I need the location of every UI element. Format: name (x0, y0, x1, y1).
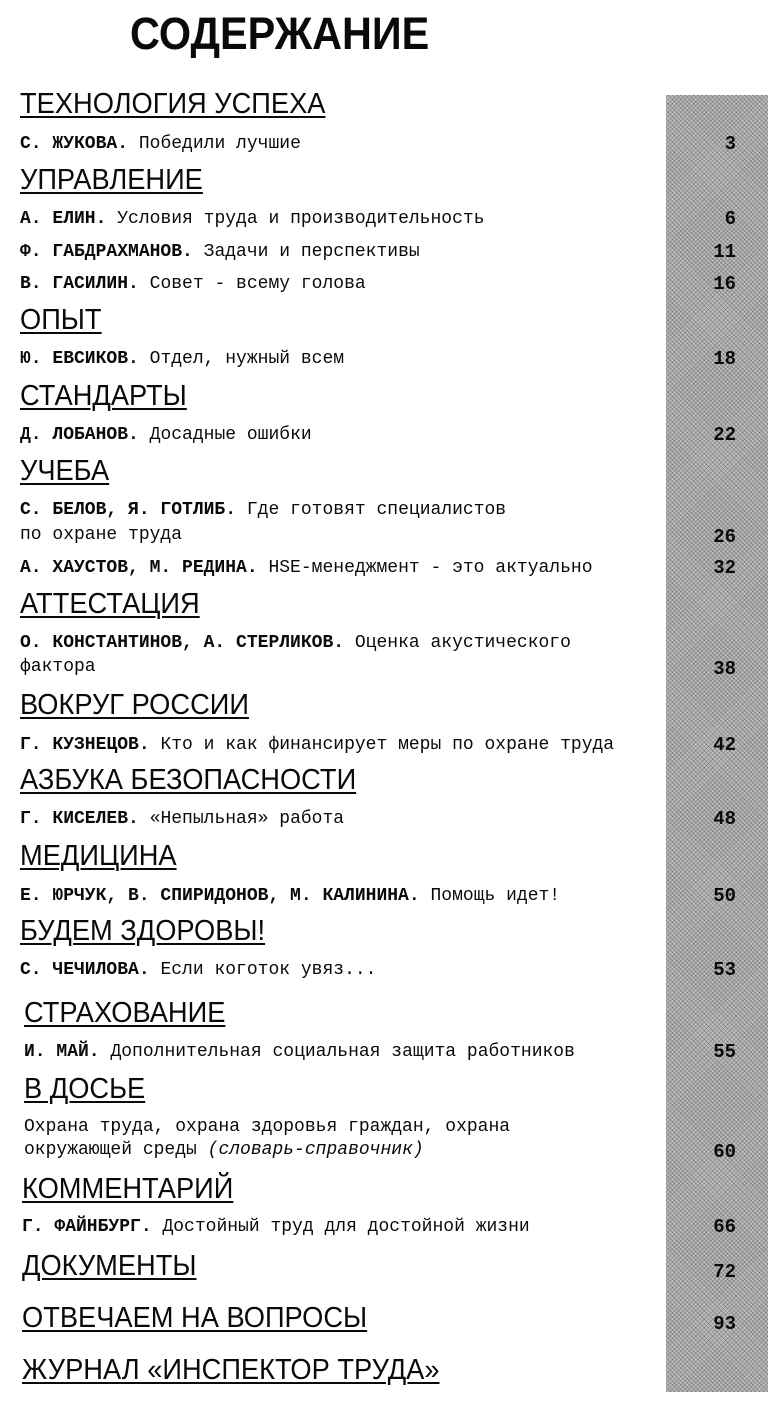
entry-author: Г. КИСЕЛЕВ. (20, 809, 139, 829)
entry-page-number: 38 (713, 658, 736, 680)
entry-author: Ю. ЕВСИКОВ. (20, 349, 139, 369)
entry-page-number: 48 (713, 808, 736, 830)
section-heading-standards: СТАНДАРТЫ (20, 380, 187, 412)
entry-title: HSE-менеджмент - это актуально (268, 558, 593, 578)
toc-entry (20, 959, 376, 981)
toc-entry (20, 632, 571, 654)
section-heading-dossier: В ДОСЬЕ (24, 1073, 146, 1105)
entry-page-number: 32 (713, 557, 736, 579)
entry-page-number: 26 (713, 526, 736, 548)
entry-author: Г. КУЗНЕЦОВ. (20, 735, 150, 755)
entry-page-number: 66 (713, 1216, 736, 1238)
toc-entry (20, 273, 366, 295)
toc-entry (22, 1216, 530, 1238)
entry-title: Отдел, нужный всем (149, 349, 345, 369)
section-heading-education: УЧЕБА (20, 455, 110, 487)
toc-entry (20, 734, 614, 756)
toc-entry: Охрана труда, охрана здоровья граждан, охрана (24, 1117, 511, 1137)
entry-title: «Непыльная» работа (149, 809, 345, 829)
toc-entry (24, 1041, 575, 1063)
section-page-number: 72 (713, 1261, 736, 1283)
entry-title: Достойный труд для достойной жизни (162, 1217, 530, 1237)
entry-title: Оценка акустического (354, 633, 571, 653)
toc-entry (20, 557, 593, 579)
section-heading-be-healthy: БУДЕМ ЗДОРОВЫ! (20, 915, 266, 947)
entry-page-number: 6 (724, 208, 736, 230)
section-heading-management: УПРАВЛЕНИЕ (20, 164, 203, 196)
entry-note: (словарь-справочник) (207, 1140, 424, 1160)
entry-author: А. ЕЛИН. (20, 209, 107, 229)
section-heading-commentary: КОММЕНТАРИЙ (22, 1173, 234, 1205)
section-heading-journal: ЖУРНАЛ «ИНСПЕКТОР ТРУДА» (22, 1354, 440, 1386)
entry-page-number: 22 (713, 424, 736, 446)
entry-page-number: 42 (713, 734, 736, 756)
entry-page-number: 16 (713, 273, 736, 295)
entry-author: Д. ЛОБАНОВ. (20, 425, 139, 445)
entry-title: Совет - всему голова (149, 274, 366, 294)
section-page-number: 93 (713, 1313, 736, 1335)
entry-title: Помощь идет! (430, 886, 561, 906)
entry-title: Где готовят специалистов (246, 500, 507, 520)
section-heading-technology-of-success: ТЕХНОЛОГИЯ УСПЕХА (20, 88, 326, 120)
section-heading-medicine: МЕДИЦИНА (20, 840, 177, 872)
entry-title: Если коготок увяз... (160, 960, 377, 980)
entry-author: Ф. ГАБДРАХМАНОВ. (20, 242, 193, 262)
entry-title: Дополнительная социальная защита работников (110, 1042, 575, 1062)
section-heading-around-russia: ВОКРУГ РОССИИ (20, 689, 249, 721)
page-title: СОДЕРЖАНИЕ (130, 8, 430, 59)
toc-entry-continuation: по охране труда (20, 525, 183, 545)
toc-entry (20, 424, 312, 446)
toc-entry-continuation: фактора (20, 657, 96, 677)
entry-author: Г. ФАЙНБУРГ. (22, 1217, 152, 1237)
toc-entry (20, 133, 301, 155)
toc-entry-continuation (24, 1139, 424, 1161)
toc-entry (20, 348, 344, 370)
section-heading-answers: ОТВЕЧАЕМ НА ВОПРОСЫ (22, 1302, 368, 1334)
entry-author: С. БЕЛОВ, Я. ГОТЛИБ. (20, 500, 237, 520)
toc-entry (20, 885, 560, 907)
section-heading-certification: АТТЕСТАЦИЯ (20, 588, 200, 620)
entry-page-number: 55 (713, 1041, 736, 1063)
entry-title: Условия труда и производительность (117, 209, 485, 229)
entry-page-number: 60 (713, 1141, 736, 1163)
entry-title: Досадные ошибки (149, 425, 312, 445)
entry-author: С. ЖУКОВА. (20, 134, 129, 154)
entry-author: И. МАЙ. (24, 1042, 100, 1062)
entry-page-number: 18 (713, 348, 736, 370)
entry-author: Е. ЮРЧУК, В. СПИРИДОНОВ, М. КАЛИНИНА. (20, 886, 420, 906)
entry-page-number: 50 (713, 885, 736, 907)
entry-title: окружающей среды (24, 1140, 197, 1160)
toc-entry (20, 208, 485, 230)
entry-page-number: 53 (713, 959, 736, 981)
toc-entry (20, 808, 344, 830)
entry-author: А. ХАУСТОВ, М. РЕДИНА. (20, 558, 258, 578)
entry-title: Кто и как финансирует меры по охране труда (160, 735, 615, 755)
toc-entry (20, 241, 420, 263)
section-heading-documents: ДОКУМЕНТЫ (22, 1250, 197, 1282)
section-heading-safety-basics: АЗБУКА БЕЗОПАСНОСТИ (20, 764, 357, 796)
entry-title: Задачи и перспективы (203, 242, 420, 262)
entry-author: С. ЧЕЧИЛОВА. (20, 960, 150, 980)
entry-author: О. КОНСТАНТИНОВ, А. СТЕРЛИКОВ. (20, 633, 345, 653)
entry-title: Победили лучшие (138, 134, 301, 154)
toc-entry (20, 499, 506, 521)
entry-author: В. ГАСИЛИН. (20, 274, 139, 294)
section-heading-experience: ОПЫТ (20, 304, 102, 336)
section-heading-insurance: СТРАХОВАНИЕ (24, 997, 226, 1029)
entry-page-number: 3 (724, 133, 736, 155)
entry-page-number: 11 (713, 241, 736, 263)
